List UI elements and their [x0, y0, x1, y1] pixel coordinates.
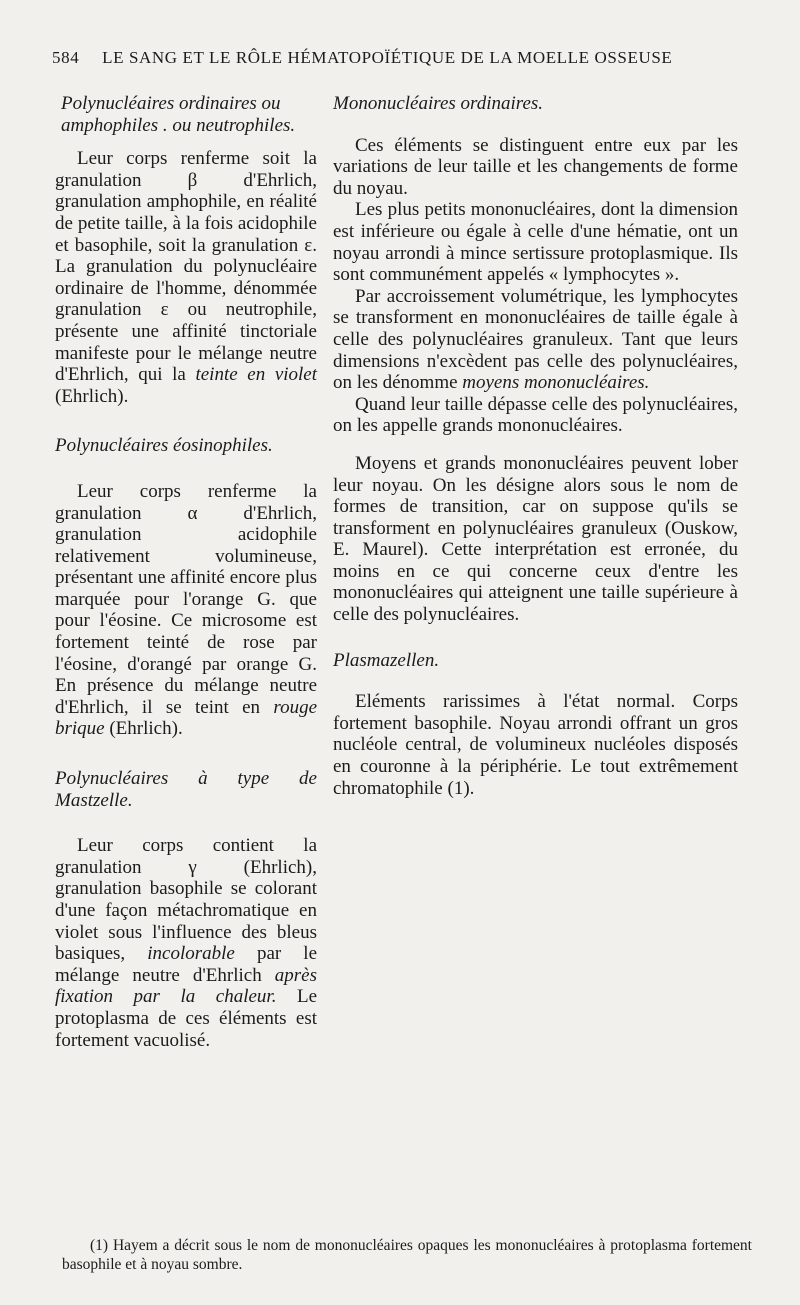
paragraph-text: par le mélange neutre d'Ehrlich [55, 943, 317, 986]
right-column [333, 93, 738, 799]
section-title-mastzelle: Polynucléaires à type de Mastzelle. [55, 768, 317, 811]
paragraph-mastzelle [55, 835, 317, 1051]
section-title-plasmazellen: Plasmazellen. [333, 649, 440, 671]
italic-phrase: teinte en violet [195, 364, 318, 386]
paragraph-lymphocytes: Les plus petits mononucléaires, dont la dimension est inférieure ou égale à celle d'une hématie, ont un noyau arrondi à mince sertissure protoplasmique. Ils sont communément appelés « lymphocytes ». [333, 199, 738, 286]
paragraph-neutrophiles [55, 148, 317, 407]
paragraph-text: Leur corps renferme soit la granulation β d'Ehrlich, granulation amphophile, en réalité de petite taille, à la fois acidophile et basophile, soit la granulation ε. La granulation du polynucléaire ordinaire de l'homme, dénommée granulation ε ou neutrophile, présente une affinité tinctoriale manifeste pour le mélange neutre d'Ehrlich, qui la [55, 148, 317, 386]
footnote [62, 1236, 752, 1274]
paragraph-end: Le protoplasma de ces éléments est fortement vacuolisé. [55, 986, 318, 1051]
paragraph-eosinophiles [55, 481, 317, 740]
left-column [55, 93, 317, 1051]
paragraph-text: Leur corps renferme la granulation α d'Ehrlich, granulation acidophile relativement volumineuse, présentant une affinité encore plus marquée pour l'orange G. que pour l'éosine. Ce microsome est fortement teinté de rose par l'éosine, d'orangé par orange G. En présence du mélange neutre d'Ehrlich, il se teint en [55, 480, 317, 718]
section-title-eosinophiles: Polynucléaires éosinophiles. [55, 435, 273, 457]
page-number: 584 [52, 48, 80, 67]
italic-phrase: après fixation par la chaleur. [55, 964, 317, 1008]
footnote-text: Hayem a décrit sous le nom de mononucléaires opaques les mononucléaires à protoplasma fortement basophile et à noyau sombre. [62, 1237, 752, 1273]
paragraph-variations: Ces éléments se distinguent entre eux par les variations de leur taille et les changements de forme du noyau. [333, 134, 738, 199]
running-header [52, 48, 692, 68]
italic-phrase: incolorable [147, 943, 235, 965]
running-title: LE SANG ET LE RÔLE HÉMATOPOÏÉTIQUE DE LA MOELLE OSSEUSE [102, 48, 673, 67]
footnote-number: (1) [90, 1237, 109, 1254]
paragraph-text: Par accroissement volumétrique, les lymphocytes se transforment en mononucléaires de taille égale à celle des polynucléaires granuleux. Tant que leurs dimensions n'excèdent pas celle des polynucléaires, on les dénomme [333, 285, 738, 394]
paragraph-moyens-mononucleaires [333, 286, 738, 394]
paragraph-grands-mononucleaires: Quand leur taille dépasse celle des polynucléaires, on les appelle grands mononucléaires. [333, 393, 738, 437]
italic-phrase: moyens mononucléaires. [462, 372, 650, 394]
paragraph-plasmazellen: Eléments rarissimes à l'état normal. Corps fortement basophile. Noyau arrondi offrant un gros nucléole central, de volumineux nucléoles disposés en couronne à la périphérie. Le tout extrêmement chromatophile (1). [333, 691, 738, 799]
section-title-mononucleaires: Mononucléaires ordinaires. [333, 93, 544, 114]
section-title-neutrophiles: Polynucléaires ordinaires ou amphophiles . ou neutrophiles. [61, 93, 296, 136]
paragraph-end: (Ehrlich). [109, 718, 183, 740]
paragraph-formes-de-transition: Moyens et grands mononucléaires peuvent lober leur noyau. On les désigne alors sous le nom de formes de transition, car on suppose qu'ils se transforment en polynucléaires granuleux (Ouskow, E. Maurel). Cette interprétation est erronée, du moins en ce qui concerne ceux d'entre les mononucléaires qui atteignent une taille supérieure à celle des polynucléaires. [333, 452, 738, 626]
paragraph-text: Leur corps contient la granulation γ (Ehrlich), granulation basophile se colorant d'une façon métachromatique en violet sous l'influence des bleus basiques, [55, 835, 317, 965]
italic-phrase: rouge brique [55, 696, 318, 740]
paragraph-end: (Ehrlich). [55, 385, 129, 407]
